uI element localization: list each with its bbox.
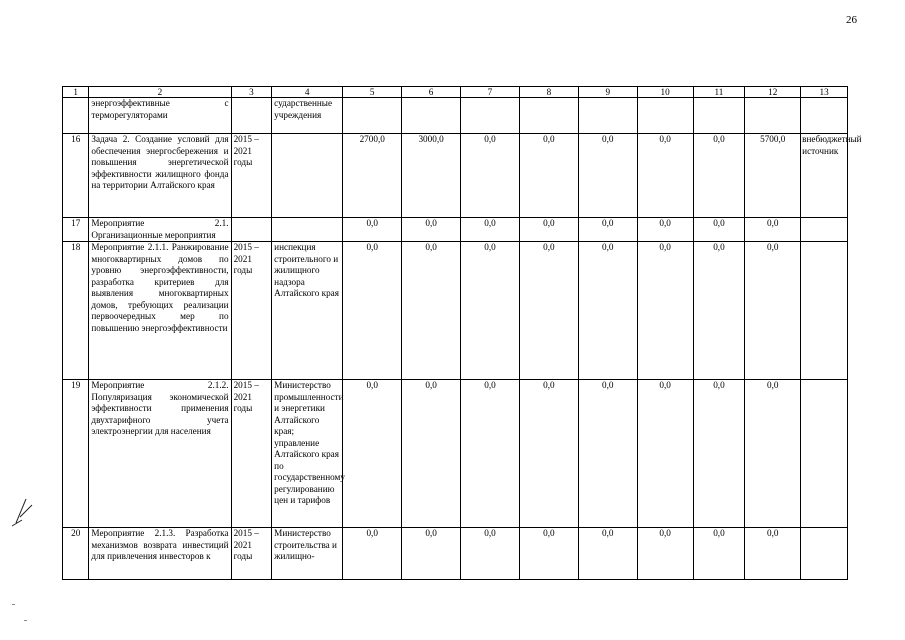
task-cell: Мероприятие 2.1.1. Ранжирование многоквартирных домов по уровню энергоэффективности, разработка критериев для выявления многоквартирных домов, требующих реализации первоочередных мер по повышению энергоэффективности <box>89 242 231 380</box>
table-row <box>63 242 848 380</box>
period-cell <box>231 98 272 134</box>
period-cell: 2015 – 2021 годы <box>231 380 272 528</box>
row-number <box>63 98 89 134</box>
value-cell: 0,0 <box>637 380 693 528</box>
executor-cell <box>272 218 343 242</box>
value-cell: 0,0 <box>745 242 801 380</box>
executor-cell: Министерство строительства и жилищно- <box>272 528 343 580</box>
executor-cell: инспекция строительного и жилищного надзора Алтайского края <box>272 242 343 380</box>
col-header: 10 <box>637 87 693 98</box>
value-cell <box>461 98 520 134</box>
value-cell: 0,0 <box>578 134 637 218</box>
source-cell: внебюджетный источник <box>801 134 848 218</box>
value-cell <box>745 98 801 134</box>
header-row <box>63 87 848 98</box>
scan-speck <box>12 604 15 605</box>
value-cell: 0,0 <box>637 134 693 218</box>
value-cell: 0,0 <box>637 528 693 580</box>
value-cell: 0,0 <box>461 134 520 218</box>
value-cell: 0,0 <box>343 242 402 380</box>
value-cell: 0,0 <box>519 134 578 218</box>
col-header: 2 <box>89 87 231 98</box>
value-cell <box>693 98 745 134</box>
row-number: 17 <box>63 218 89 242</box>
value-cell: 0,0 <box>519 528 578 580</box>
value-cell: 0,0 <box>519 242 578 380</box>
row-number: 18 <box>63 242 89 380</box>
value-cell <box>637 98 693 134</box>
program-table <box>62 86 862 580</box>
value-cell: 3000,0 <box>402 134 461 218</box>
value-cell: 0,0 <box>343 380 402 528</box>
source-cell <box>801 98 848 134</box>
value-cell <box>402 98 461 134</box>
period-cell: 2015 – 2021 годы <box>231 134 272 218</box>
source-cell <box>801 218 848 242</box>
table-row <box>63 218 848 242</box>
table-row <box>63 528 848 580</box>
value-cell: 0,0 <box>402 528 461 580</box>
value-cell: 0,0 <box>693 134 745 218</box>
value-cell: 0,0 <box>693 528 745 580</box>
task-cell: энергоэффективные с терморегуляторами <box>89 98 231 134</box>
value-cell: 0,0 <box>343 528 402 580</box>
value-cell <box>343 98 402 134</box>
col-header: 8 <box>519 87 578 98</box>
period-cell: 2015 – 2021 годы <box>231 242 272 380</box>
value-cell: 0,0 <box>461 218 520 242</box>
value-cell: 2700,0 <box>343 134 402 218</box>
task-cell: Мероприятие 2.1.2. Популяризация экономической эффективности применения двухтарифного учета электроэнергии для населения <box>89 380 231 528</box>
value-cell <box>578 98 637 134</box>
col-header: 3 <box>231 87 272 98</box>
period-cell <box>231 218 272 242</box>
scan-speck <box>24 620 27 621</box>
value-cell: 0,0 <box>578 380 637 528</box>
value-cell: 0,0 <box>745 380 801 528</box>
value-cell: 0,0 <box>578 218 637 242</box>
value-cell <box>519 98 578 134</box>
value-cell: 0,0 <box>402 242 461 380</box>
period-cell: 2015 – 2021 годы <box>231 528 272 580</box>
executor-cell <box>272 134 343 218</box>
row-number: 16 <box>63 134 89 218</box>
value-cell: 0,0 <box>461 242 520 380</box>
task-cell: Задача 2. Создание условий для обеспечения энергосбережения и повышения энергетической эффективности жилищного фонда на территории Алтайского края <box>89 134 231 218</box>
row-number: 20 <box>63 528 89 580</box>
table-row <box>63 380 848 528</box>
col-header: 11 <box>693 87 745 98</box>
value-cell: 0,0 <box>402 380 461 528</box>
col-header: 12 <box>745 87 801 98</box>
row-number: 19 <box>63 380 89 528</box>
source-cell <box>801 242 848 380</box>
page-number: 26 <box>846 14 857 26</box>
source-cell <box>801 380 848 528</box>
value-cell: 0,0 <box>745 528 801 580</box>
value-cell: 0,0 <box>343 218 402 242</box>
table-row <box>63 134 848 218</box>
value-cell: 0,0 <box>637 242 693 380</box>
value-cell: 5700,0 <box>745 134 801 218</box>
value-cell: 0,0 <box>693 242 745 380</box>
value-cell: 0,0 <box>519 218 578 242</box>
col-header: 9 <box>578 87 637 98</box>
value-cell: 0,0 <box>693 380 745 528</box>
handwritten-mark <box>10 493 40 529</box>
value-cell: 0,0 <box>461 380 520 528</box>
col-header: 13 <box>801 87 848 98</box>
executor-cell: сударственные учреждения <box>272 98 343 134</box>
col-header: 1 <box>63 87 89 98</box>
value-cell: 0,0 <box>519 380 578 528</box>
source-cell <box>801 528 848 580</box>
col-header: 7 <box>461 87 520 98</box>
value-cell: 0,0 <box>745 218 801 242</box>
task-cell: Мероприятие 2.1.3. Разработка механизмов возврата инвестиций для привлечения инвесторов к <box>89 528 231 580</box>
col-header: 5 <box>343 87 402 98</box>
col-header: 4 <box>272 87 343 98</box>
task-cell: Мероприятие 2.1. Организационные мероприятия <box>89 218 231 242</box>
value-cell: 0,0 <box>402 218 461 242</box>
executor-cell: Министерство промышленности и энергетики Алтайского края; управление Алтайского края по государственному регулированию цен и тарифов <box>272 380 343 528</box>
table-row <box>63 98 848 134</box>
value-cell: 0,0 <box>461 528 520 580</box>
value-cell: 0,0 <box>693 218 745 242</box>
col-header: 6 <box>402 87 461 98</box>
value-cell: 0,0 <box>637 218 693 242</box>
value-cell: 0,0 <box>578 528 637 580</box>
value-cell: 0,0 <box>578 242 637 380</box>
